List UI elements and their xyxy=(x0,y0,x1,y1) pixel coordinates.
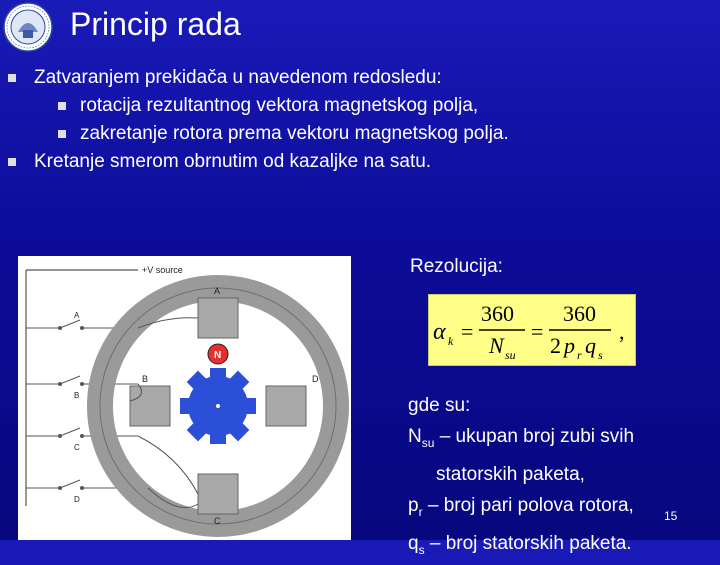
stator-pole-bottom xyxy=(198,474,238,514)
stator-pole-top xyxy=(198,298,238,338)
svg-text:r: r xyxy=(577,348,582,362)
rotor xyxy=(180,368,256,444)
svg-text:A: A xyxy=(214,286,221,296)
resolution-formula xyxy=(428,294,636,366)
bullet-square-icon xyxy=(8,74,16,82)
svg-text:s: s xyxy=(598,348,603,362)
svg-text:B: B xyxy=(142,374,149,384)
page-number: 15 xyxy=(664,509,678,523)
university-seal-logo xyxy=(3,2,53,52)
svg-text:2: 2 xyxy=(550,333,561,358)
definitions xyxy=(408,390,634,565)
svg-text:B: B xyxy=(74,391,80,400)
source-label: +V source xyxy=(142,265,183,275)
svg-text:D: D xyxy=(312,374,319,384)
stator-pole-left xyxy=(130,386,170,426)
svg-text:p: p xyxy=(564,333,575,358)
svg-text:N: N xyxy=(214,350,222,361)
switch-b xyxy=(26,376,138,400)
stepper-motor-diagram xyxy=(18,256,351,540)
svg-text:k: k xyxy=(448,334,454,348)
definition-nsu: $N_{su}$ – ukupan broj zubi svih xyxy=(408,426,635,450)
stator-pole-right xyxy=(266,386,306,426)
svg-text:,: , xyxy=(619,319,625,344)
svg-text:=: = xyxy=(531,319,544,344)
svg-text:=: = xyxy=(461,319,474,344)
svg-text:N: N xyxy=(489,333,504,358)
svg-text:360: 360 xyxy=(481,301,514,326)
svg-text:α: α xyxy=(433,319,446,345)
definition-pr: $p_r$ – broj pari polova rotora, xyxy=(408,494,634,519)
motor-schematic xyxy=(18,256,351,540)
svg-text:C: C xyxy=(74,443,80,452)
svg-text:q: q xyxy=(585,333,596,358)
svg-text:C: C xyxy=(214,516,221,526)
resolution-label: Rezolucija: xyxy=(410,256,503,277)
formula-svg xyxy=(429,295,635,365)
svg-text:su: su xyxy=(505,348,516,362)
svg-text:360: 360 xyxy=(563,301,596,326)
where-label: gde su: xyxy=(408,395,471,416)
definition-nsu-continued: statorskih paketa, xyxy=(436,463,585,485)
svg-text:A: A xyxy=(74,311,80,320)
bullet-square-icon xyxy=(8,158,16,166)
svg-text:D: D xyxy=(74,495,80,504)
bullet-square-icon xyxy=(58,130,66,138)
definition-qs: $q_s$ – broj statorskih paketa. xyxy=(408,532,632,557)
bullet-square-icon xyxy=(58,102,66,110)
slide-title: Princip rada xyxy=(70,6,241,42)
